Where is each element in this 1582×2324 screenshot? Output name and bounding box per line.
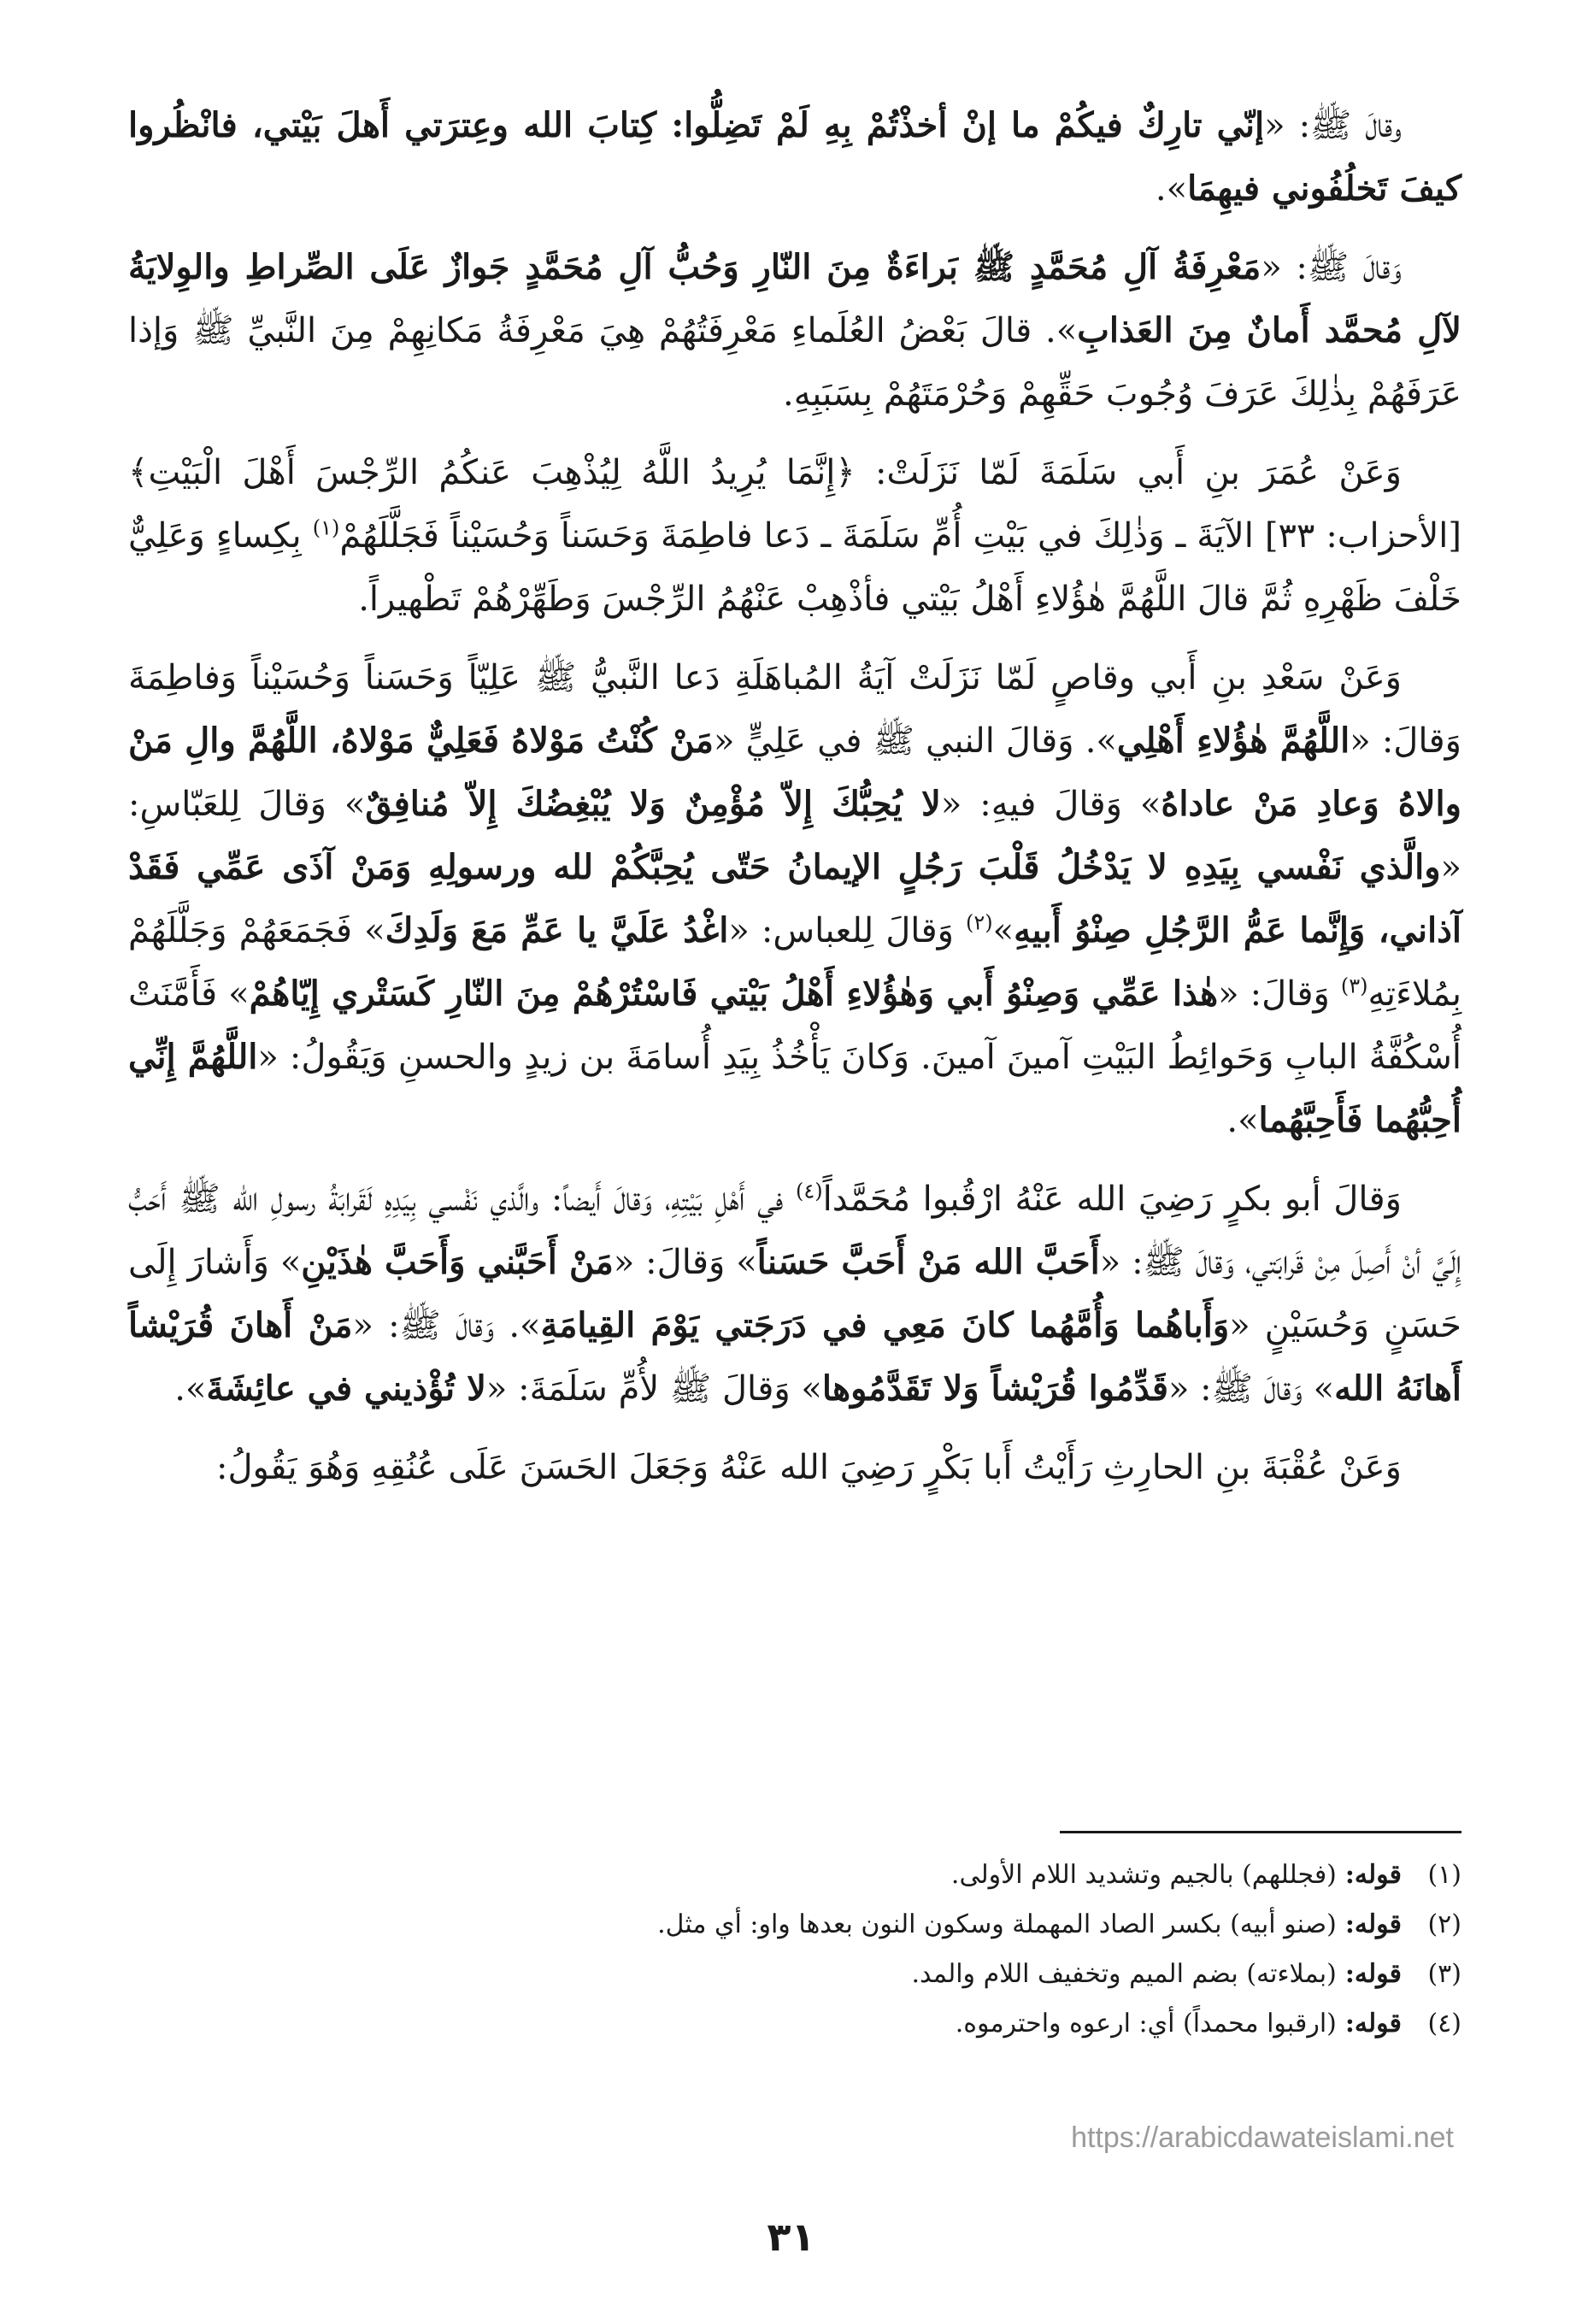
footnote-text: (فجللهم) بالجيم وتشديد اللام الأولى. [950, 1860, 1337, 1890]
hadith-quote: إنّي تارِكٌ فيكُمْ ما إنْ أخذْتُمْ بِهِ لَمْ تَضِلُّوا: كِتابَ الله وعِترَتي أَهلَ بَيْتي، فانْظُروا كيفَ تَخلُفُوني فيهِمَا [128, 105, 1461, 209]
footnote [128, 1850, 1461, 1900]
text-segment: وَعَنْ عُقْبَةَ بنِ الحارِثِ رَأَيْتُ أَبا بَكْرٍ رَضِيَ الله عَنْهُ وَجَعَلَ الحَسَنَ عَلَى عُنُقِهِ وَهُوَ يَقُولُ: [216, 1448, 1402, 1487]
footnote [128, 1900, 1461, 1950]
footnote-number: (٢) [1427, 1909, 1461, 1939]
paragraph [128, 441, 1461, 631]
text-segment: » [992, 911, 1014, 950]
text-segment: ». قالَ بَعْضُ العُلَماءِ مَعْرِفَتُهُمْ هِيَ مَعْرِفَةُ مَكانِهِمْ مِنَ النَّبيِّ ﷺ وَإذا عَرَفَهُمْ بِذٰلِكَ عَرَفَ وُجُوبَ حَقِّهِمْ وَحُرْمَتَهُمْ بِسَبَبِهِ. [128, 311, 1461, 414]
hadith-quote: هٰذا عَمِّي وَصِنْوُ أَبي وَهٰؤُلاءِ أَهْلُ بَيْتي فَاسْتُرْهُمْ مِنَ النّارِ كَسَتْري إِيّاهُمْ [249, 974, 1219, 1014]
page-number: ٣١ [767, 2214, 815, 2260]
hadith-quote: قَدِّمُوا قُرَيْشاً وَلا تَقَدَّمُوها [821, 1368, 1168, 1409]
footnote-ref: (٣) [1340, 974, 1368, 998]
watermark-url: https://arabicdawateislami.net [1071, 2121, 1454, 2154]
footnote-text: (بملاءته) بضم الميم وتخفيف اللام والمد. [911, 1959, 1337, 1989]
hadith-quote: اللَّهُمَّ هٰؤُلاءِ أَهْلِي [1116, 721, 1350, 761]
paragraph [128, 1436, 1461, 1499]
hadith-quote: أَحَبَّ الله مَنْ أَحَبَّ حَسَناً [756, 1242, 1100, 1282]
text-segment: » وَقالَ: « [613, 1243, 757, 1282]
hadith-quote: اللَّهُمَّ إِنِّي أُحِبُّهُما فَأَحِبَّهُما [128, 1037, 1461, 1140]
text-segment: في أَهْلِ بَيْتِهِ، وَقالَ أَيضاً: والَّذي نَفْسي بِيَدِهِ لَقَرابَةُ رسولِ الله ﷺ أَحَبُّ إِلَيَّ أنْ أَصِلَ مِنْ قَرابَتي، وَقالَ ﷺ: « [128, 1180, 1462, 1282]
text-segment: وَقالَ أبو بكرٍ رَضِيَ الله عَنْهُ ارْقُبوا مُحَمَّداً [822, 1180, 1402, 1219]
text-segment: وَقالَ ﷺ: « [1261, 248, 1402, 287]
text-segment: ». [174, 1369, 207, 1409]
text-segment: وقالَ ﷺ: « [1264, 106, 1402, 145]
hadith-quote: لا يُحِبُّكَ إِلاّ مُؤْمِنٌ وَلا يُبْغِضُكَ إِلاّ مُنافِقٌ [365, 784, 941, 824]
text-segment: » وَقالَ ﷺ لأُمِّ سَلَمَةَ: « [485, 1369, 822, 1409]
hadith-quote: مَعْرِفَةُ آلِ مُحَمَّدٍ ﷺ بَراءَةٌ مِنَ النّارِ وَحُبُّ آلِ مُحَمَّدٍ جَوازٌ عَلَى الصِّراطِ والوِلايَةُ لآلِ مُحمَّد أَمانٌ مِنَ العَذابِ [128, 247, 1461, 350]
text-segment: وَقالَ: « [1218, 974, 1341, 1014]
hadith-quote: والَّذي نَفْسي بِيَدِهِ لا يَدْخُلُ قَلْبَ رَجُلٍ الإيمانُ حَتّى يُحِبَّكُمْ لله ورسولِهِ وَمَنْ آذَى عَمِّي فَقَدْ آذاني، وَإِنَّما عَمُّ الرَّجُلِ صِنْوُ أَبيهِ [128, 847, 1461, 950]
text-segment: ». وَقالَ ﷺ: « [352, 1306, 541, 1345]
footnote [128, 1950, 1461, 1999]
text-segment: » وَقالَ ﷺ: « [1167, 1369, 1335, 1409]
footnote-lead: قوله: [1344, 1860, 1402, 1890]
footnotes [128, 1850, 1461, 2049]
hadith-quote: لا تُؤْذيني في عائِشَةَ [206, 1368, 486, 1409]
hadith-quote: وَأَباهُما وَأُمَّهُما كانَ مَعِي في دَرَجَتي يَوْمَ القِيامَةِ [540, 1305, 1230, 1345]
paragraph [128, 646, 1461, 1152]
hadith-quote: مَنْ أَحَبَّني وَأَحَبَّ هٰذَيْنِ [301, 1242, 614, 1282]
footnote-number: (٣) [1427, 1959, 1461, 1989]
footnote [128, 1999, 1461, 2049]
text-segment: » فَجَمَعَهُمْ وَجَلَّلَهُمْ بِمُلاءَتِهِ [128, 911, 1461, 1014]
hadith-quote: مَنْ كُنْتُ مَوْلاهُ فَعَلِيٌّ مَوْلاهُ، اللَّهُمَّ والِ مَنْ والاهُ وَعادِ مَنْ عاداهُ [128, 721, 1461, 824]
text-segment: » وَقالَ لِلعَبّاسِ: « [128, 785, 1461, 887]
footnote-lead: قوله: [1344, 2009, 1402, 2039]
text-segment: وَقالَ لِلعباس: « [728, 911, 966, 950]
footnote-divider [1060, 1831, 1461, 1833]
text-segment: وَعَنْ عُمَرَ بنِ أَبي سَلَمَةَ لَمّا نَزَلَتْ: ﴿إِنَّمَا يُرِيدُ اللَّهُ لِيُذْهِبَ عَنكُمُ الرِّجْسَ أَهْلَ الْبَيْتِ﴾ [الأحزاب: ٣٣] الآيَةَ ـ وَذٰلِكَ في بَيْتِ أُمِّ سَلَمَةَ ـ دَعا فاطِمَةَ وَحَسَناً وَحُسَيْناً فَجَلَّلَهُمْ [128, 453, 1461, 556]
text-segment: » فَأَمَّنَتْ أُسْكُفَّةُ البابِ وَحَوائِطُ البَيْتِ آمينَ آمينَ. وَكانَ يَأْخُذُ بِيَدِ أُسامَةَ بن زيدٍ والحسنِ وَيَقُولُ: « [128, 974, 1461, 1077]
footnote-number: (١) [1427, 1860, 1461, 1890]
text-segment: ». [1226, 1101, 1259, 1140]
text-segment: » وَأَشارَ إِلَى حَسَنٍ وَحُسَيْنٍ « [128, 1243, 1461, 1345]
footnote-lead: قوله: [1344, 1959, 1402, 1989]
text-segment: وَعَنْ سَعْدِ بنِ أَبي وقاصٍ لَمّا نَزَلَتْ آيَةُ المُباهَلَةِ دَعا النَّبيُّ ﷺ عَلِيّاً وَحَسَناً وَحُسَيْناً وَفاطِمَةَ وَقالَ: « [128, 658, 1461, 761]
text-segment: ». وَقالَ النبي ﷺ في عَلِيٍّ « [713, 721, 1117, 761]
footnote-ref: (٢) [965, 910, 993, 935]
text-segment: ». [1155, 169, 1188, 209]
paragraph [128, 94, 1461, 221]
hadith-quote: مَنْ أَهانَ قُرَيْشاً أَهانَهُ الله [128, 1305, 1461, 1409]
paragraph [128, 236, 1461, 426]
main-text [128, 94, 1461, 1515]
hadith-quote: اغْدُ عَلَيَّ يا عَمِّ مَعَ وَلَدِكَ [385, 910, 729, 950]
footnote-number: (٤) [1427, 2009, 1461, 2039]
footnote-text: (ارقبوا محمداً) أي: ارعوه واحترموه. [955, 2009, 1337, 2039]
text-segment: » وَقالَ فيهِ: « [940, 785, 1162, 824]
text-segment: بِكِساءٍ وَعَلِيٌّ خَلْفَ ظَهْرِهِ ثُمَّ قالَ اللَّهُمَّ هٰؤُلاءِ أَهْلُ بَيْتي فأذْهِبْ عَنْهُمُ الرِّجْسَ وَطَهِّرْهُمْ تَطْهيراً. [128, 516, 1461, 619]
footnote-ref: (٤) [795, 1179, 823, 1203]
paragraph [128, 1168, 1461, 1421]
footnote-lead: قوله: [1344, 1909, 1402, 1939]
footnote-ref: (١) [312, 515, 340, 540]
footnote-text: (صنو أبيه) بكسر الصاد المهملة وسكون النون بعدها واو: أي مثل. [657, 1909, 1337, 1939]
